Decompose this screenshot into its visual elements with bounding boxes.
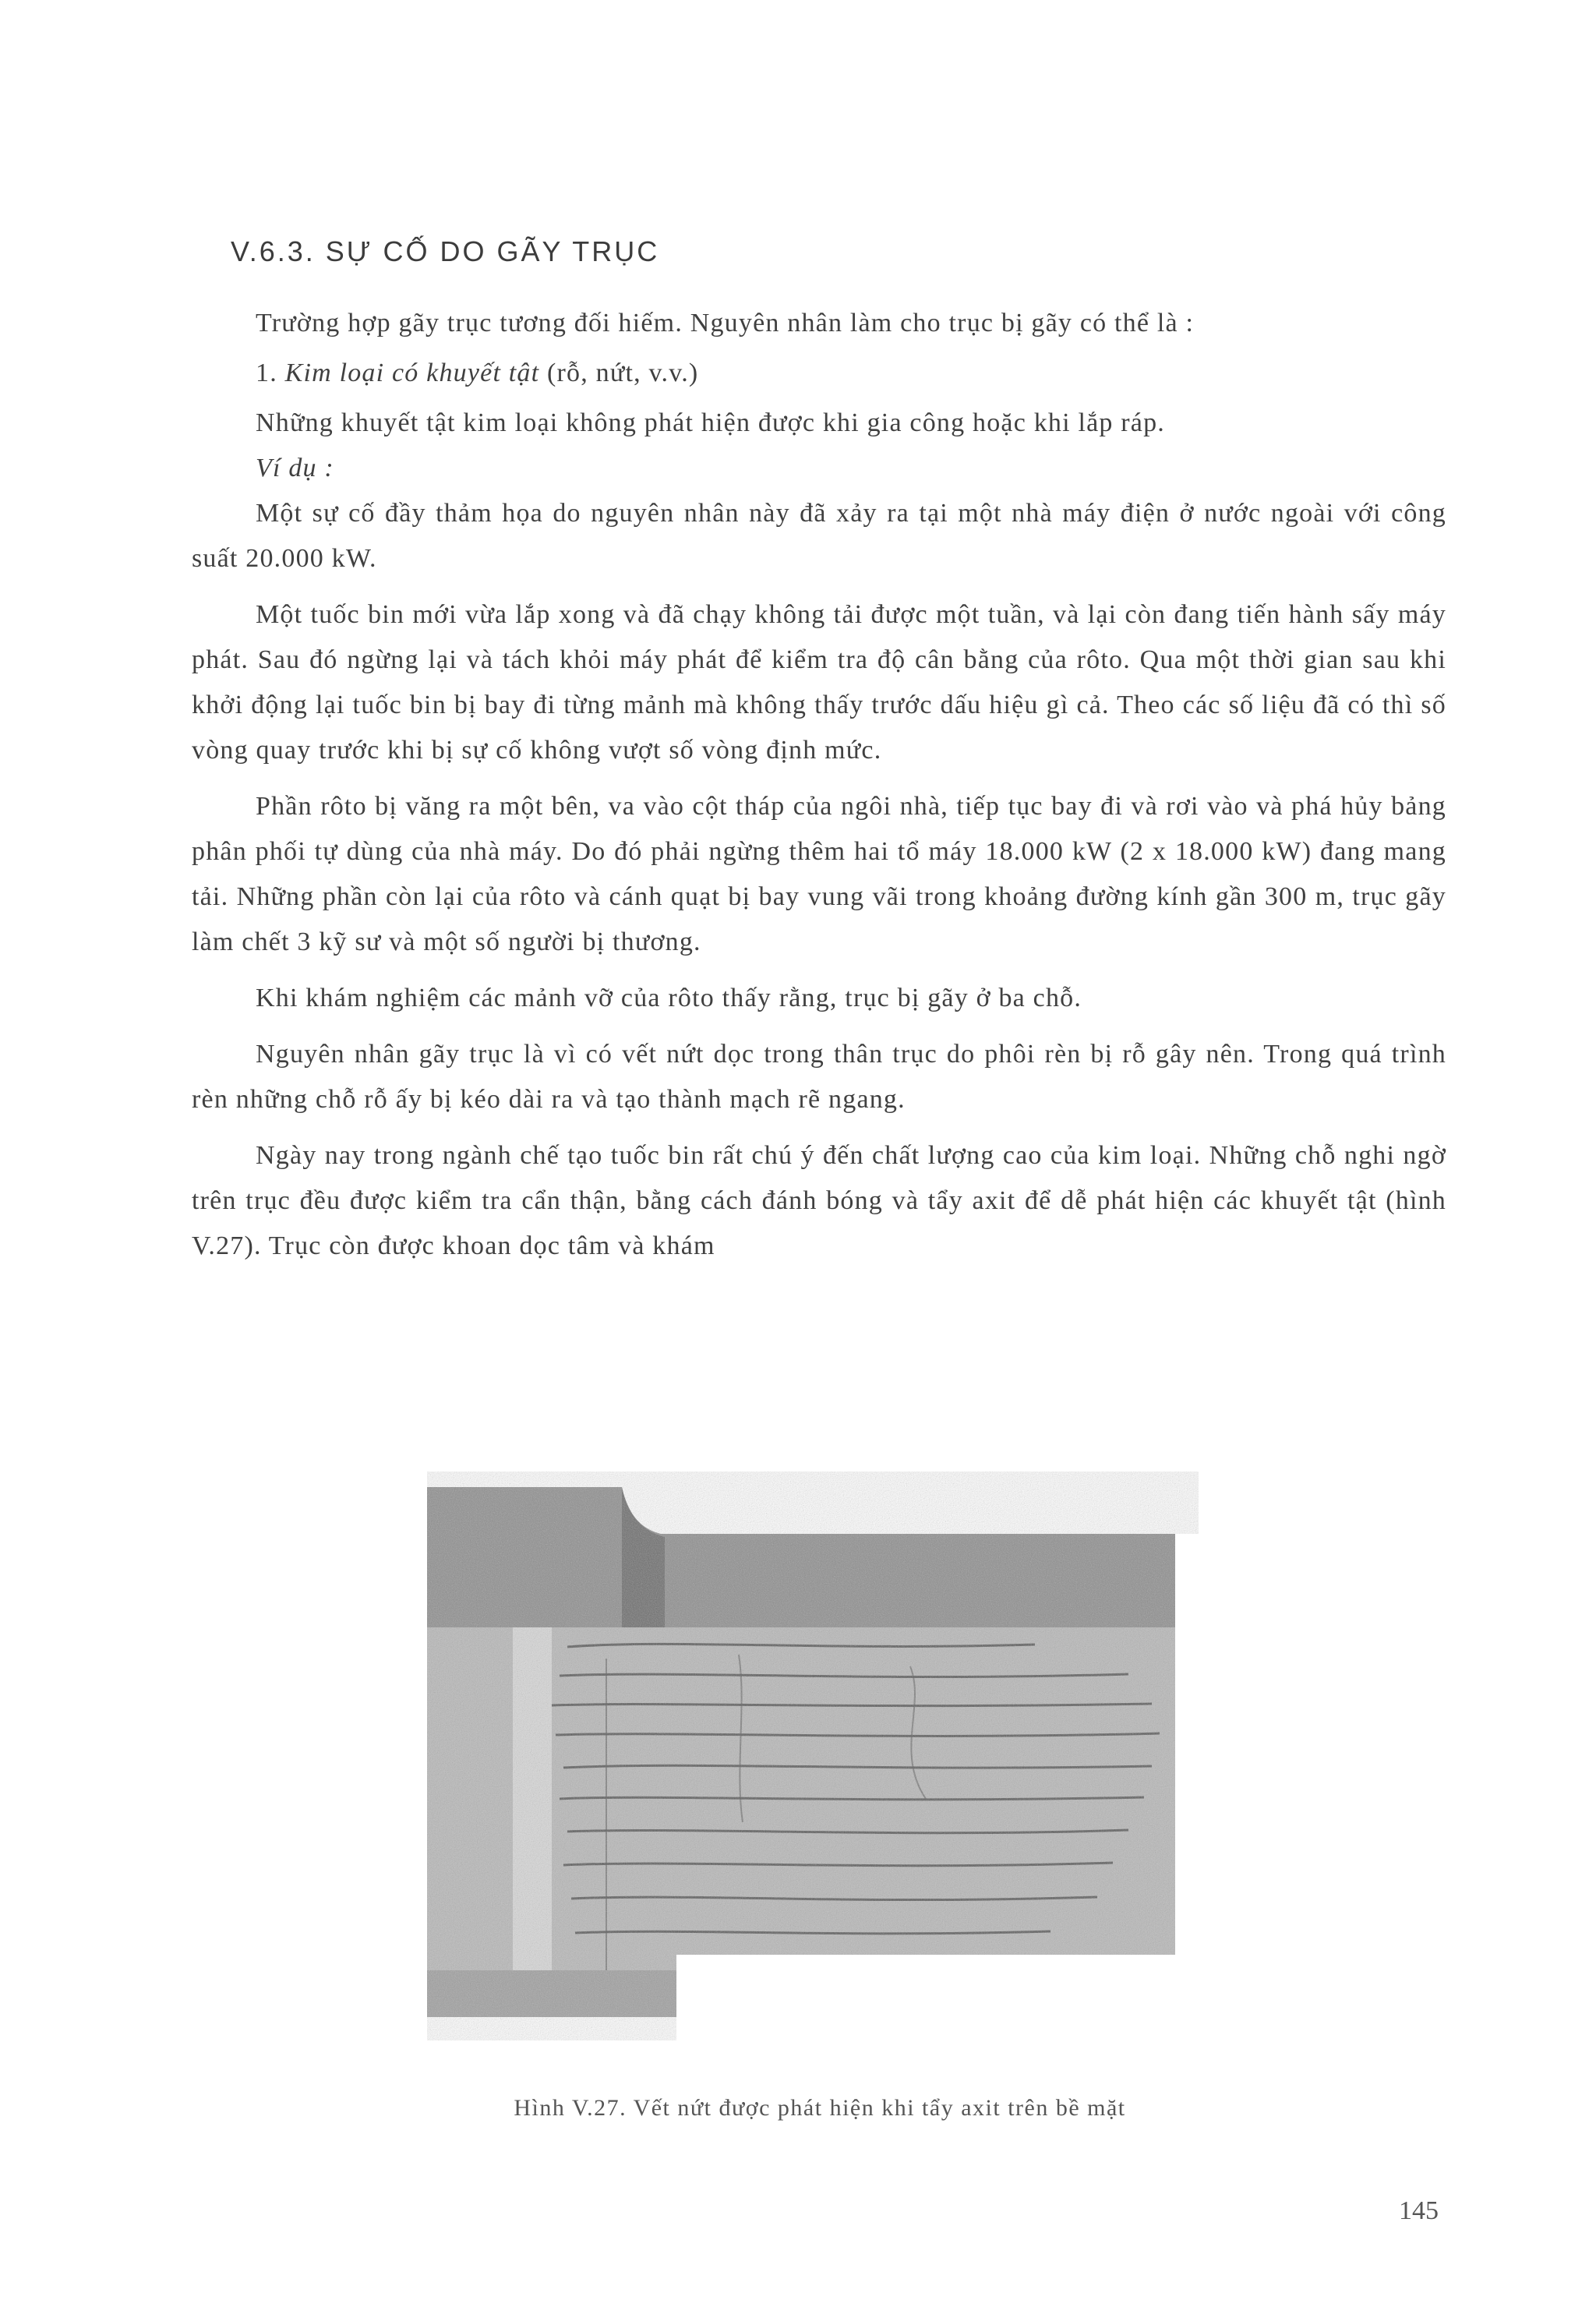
paragraph-example-label: Ví dụ : bbox=[256, 454, 334, 482]
paragraph-defects: Những khuyết tật kim loại không phát hiện được khi gia công hoặc khi lắp ráp. bbox=[256, 408, 1166, 437]
paragraph-example-2: Một tuốc bin mới vừa lắp xong và đã chạy không tải được một tuần, và lại còn đang tiến hành sấy máy phát. Sau đó ngừng lại và tách khỏi máy phát để kiểm tra độ cân bằng của rôto. Qua một thời gian sau khi khởi động lại tuốc bin bị bay đi từng mảnh mà không thấy trước dấu hiệu gì cả. Theo các số liệu đã có thì số vòng quay trước khi bị sự cố không vượt số vòng định mức. bbox=[192, 600, 1446, 765]
cause-detail: (rỗ, nứt, v.v.) bbox=[547, 359, 699, 387]
figure-caption: Hình V.27. Vết nứt được phát hiện khi tẩy axit trên bề mặt bbox=[514, 2095, 1126, 2121]
body-text bbox=[192, 301, 1446, 1269]
paragraph-inspection: Khi khám nghiệm các mảnh vỡ của rôto thấy rằng, trục bị gãy ở ba chỗ. bbox=[256, 984, 1082, 1012]
list-number: 1. bbox=[256, 359, 277, 387]
page-number: 145 bbox=[1399, 2196, 1439, 2225]
paragraph-example-1: Một sự cố đầy thảm họa do nguyên nhân này đã xảy ra tại một nhà máy điện ở nước ngoài với công suất 20.000 kW. bbox=[192, 499, 1446, 573]
section-heading: V.6.3. SỰ CỐ DO GÃY TRỤC bbox=[231, 235, 660, 267]
paragraph-reason: Nguyên nhân gãy trục là vì có vết nứt dọc trong thân trục do phôi rèn bị rỗ gây nên. Trong quá trình rèn những chỗ rỗ ấy bị kéo dài ra và tạo thành mạch rẽ ngang. bbox=[192, 1040, 1446, 1114]
figure-photo bbox=[427, 1472, 1199, 2040]
paragraph-intro: Trường hợp gãy trục tương đối hiếm. Nguyên nhân làm cho trục bị gãy có thể là : bbox=[256, 309, 1195, 337]
paragraph-today: Ngày nay trong ngành chế tạo tuốc bin rất chú ý đến chất lượng cao của kim loại. Những chỗ nghi ngờ trên trục đều được kiểm tra cẩn thận, bằng cách đánh bóng và tẩy axit để dễ phát hiện các khuyết tật (hình V.27). Trục còn được khoan dọc tâm và khám bbox=[192, 1141, 1446, 1260]
cause-title: Kim loại có khuyết tật bbox=[284, 359, 540, 387]
paragraph-cause-1 bbox=[192, 351, 1446, 396]
shaft-crack-photo bbox=[427, 1472, 1199, 2040]
paragraph-example-3: Phần rôto bị văng ra một bên, va vào cột tháp của ngôi nhà, tiếp tục bay đi và rơi vào và phá hủy bảng phân phối tự dùng của nhà máy. Do đó phải ngừng thêm hai tổ máy 18.000 kW (2 x 18.000 kW) đang mang tải. Những phần còn lại của rôto và cánh quạt bị bay vung vãi trong khoảng đường kính gần 300 m, trục gãy làm chết 3 kỹ sư và một số người bị thương. bbox=[192, 792, 1446, 956]
